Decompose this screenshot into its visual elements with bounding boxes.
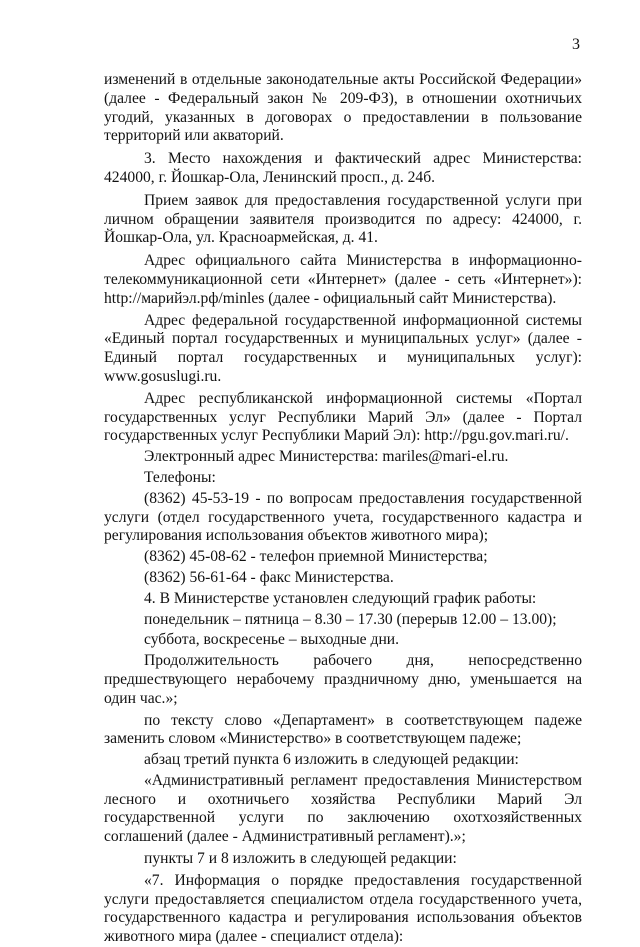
paragraph-item-7: «7. Информация о порядке предоставления государственной услуги предоставляется специалистом отдела государственного учета, государственного кадастра и регулирования использования объектов животного мира (далее - специалист отдела): [104, 871, 582, 946]
paragraph-phones-heading: Телефоны: [144, 468, 216, 486]
paragraph-phone-1: (8362) 45-53-19 - по вопросам предоставления государственной услуги (отдел государственного учета, государственного кадастра и регулирования использования объектов животного мира); [104, 489, 582, 545]
paragraph-schedule-weekend: суббота, воскресенье – выходные дни. [144, 631, 400, 649]
paragraph-law-reference: изменений в отдельные законодательные акты Российской Федерации» (далее - Федеральный закон № 209-ФЗ), в отношении охотничьих угодий, указанных в договорах о предоставлении в пользование территорий или акваторий. [104, 71, 582, 145]
paragraph-phone-2: (8362) 45-08-62 - телефон приемной Министерства; [144, 548, 488, 566]
paragraph-official-site: Адрес официального сайта Министерства в информационно-телекоммуникационной сети «Интернет» (далее - сеть «Интернет»): http://марийэл.рф/minles (далее - официальный сайт Министерства). [104, 252, 582, 307]
paragraph-replace-word: по тексту слово «Департамент» в соответствующем падеже заменить словом «Министерство» в соответствующем падеже; [104, 711, 582, 748]
paragraph-schedule-weekdays: понедельник – пятница – 8.30 – 17.30 (перерыв 12.00 – 13.00); [144, 610, 557, 628]
paragraph-unified-portal: Адрес федеральной государственной информационной системы «Единый портал государственных и муниципальных услуг» (далее - Единый портал государственных и муниципальных услуг): www.gosuslugi.ru. [104, 311, 582, 385]
paragraph-regulation-quote: «Административный регламент предоставления Министерством лесного и охотничьего хозяйства Республики Марий Эл государственной услуги по заключению охотхозяйственных соглашений (далее - Административный регламент).»; [104, 771, 582, 846]
page-number: 3 [572, 36, 580, 53]
paragraph-item-6-intro: абзац третий пункта 6 изложить в следующей редакции: [144, 751, 519, 769]
paragraph-republic-portal: Адрес республиканской информационной системы «Портал государственных услуг Республики Марий Эл» (далее - Портал государственных услуг Республики Марий Эл): http://pgu.gov.mari.ru/. [104, 389, 582, 445]
paragraph-holiday-note: Продолжительность рабочего дня, непосредственно предшествующего нерабочему праздничному дню, уменьшается на один час.»; [104, 652, 582, 707]
paragraph-ministry-address: 3. Место нахождения и фактический адрес Министерства: 424000, г. Йошкар-Ола, Ленинский просп., д. 24б. [104, 150, 582, 186]
paragraph-email: Электронный адрес Министерства: mariles@mari-el.ru. [144, 448, 509, 466]
paragraph-fax: (8362) 56-61-64 - факс Министерства. [144, 568, 394, 586]
paragraph-items-7-8-intro: пункты 7 и 8 изложить в следующей редакции: [144, 850, 457, 868]
paragraph-application-address: Прием заявок для предоставления государственной услуги при личном обращении заявителя производится по адресу: 424000, г. Йошкар-Ола, ул. Красноармейская, д. 41. [104, 191, 582, 247]
paragraph-schedule-heading: 4. В Министерстве установлен следующий график работы: [144, 589, 537, 607]
document-body [104, 71, 582, 947]
